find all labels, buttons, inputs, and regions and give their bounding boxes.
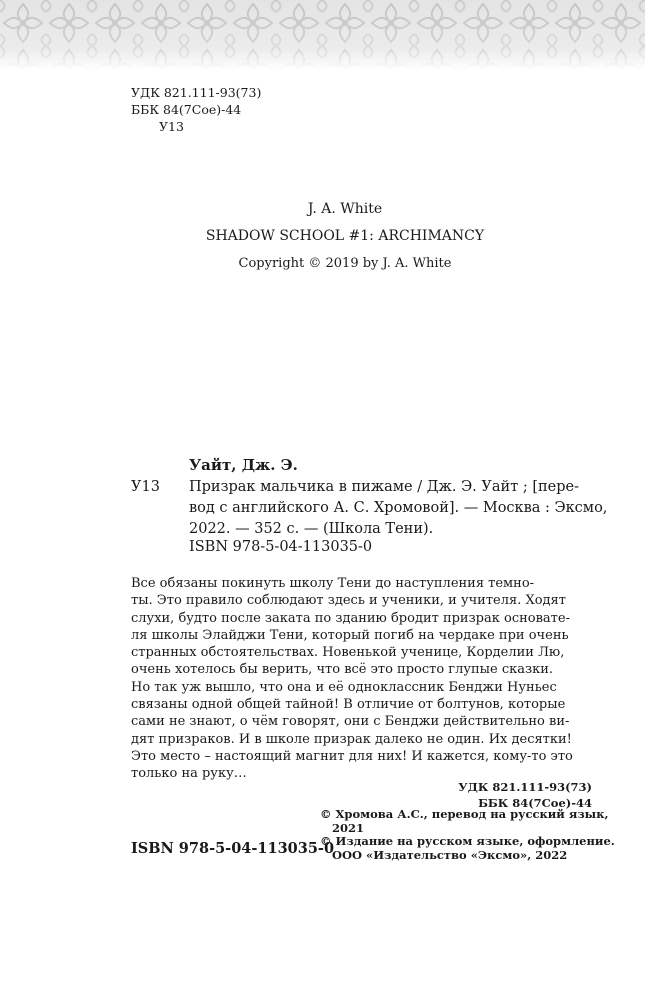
original-title: SHADOW SCHOOL #1: ARCHIMANCY: [205, 228, 485, 244]
copyright-line: ООО «Издательство «Эксмо», 2022: [332, 847, 568, 862]
annotation-line: Это место – настоящий магнит для них! И кажется, кому-то это: [131, 748, 573, 764]
bbk-code: ББК 84(7Сое)-44: [131, 102, 242, 117]
catalog-description-line: Призрак мальчика в пижаме / Дж. Э. Уайт ; [пере-: [189, 479, 579, 495]
annotation-line: слухи, будто после заката по зданию бродит призрак основате-: [131, 610, 570, 626]
annotation-line: очень хотелось бы верить, что всё это просто глупые сказки.: [131, 662, 554, 678]
catalog-description-line: вод с английского А. С. Хромовой]. — Москва : Эксмо,: [189, 500, 608, 516]
original-author: J. A. White: [307, 201, 383, 217]
annotation-line: странных обстоятельствах. Новенькой ученице, Корделии Лю,: [131, 645, 565, 661]
footer-copyright: [320, 807, 615, 862]
annotation-line: Все обязаны покинуть школу Тени до наступления темно-: [131, 576, 535, 591]
udk-code: УДК 821.111-93(73): [131, 85, 262, 100]
catalog-description-line: 2022. — 352 с. — (Школа Тени).: [189, 521, 434, 537]
annotation-line: ля школы Элайджи Тени, который погиб на чердаке при очень: [131, 627, 569, 643]
annotation-line: дят призраков. И в школе призрак далеко не один. Их десятки!: [131, 731, 572, 747]
annotation-bbk: ББК 84(7Сое)-44: [478, 796, 592, 810]
copyright-line: © Издание на русском языке, оформление.: [320, 834, 615, 848]
copyright-line: 2021: [332, 820, 365, 835]
catalog-author-mark: У13: [131, 479, 160, 495]
original-copyright: Copyright © 2019 by J. A. White: [238, 256, 452, 271]
annotation-line: сами не знают, о чём говорят, они с Бенджи действительно ви-: [131, 714, 570, 730]
author-mark: У13: [159, 119, 184, 134]
catalog-isbn: ISBN 978-5-04-113035-0: [189, 539, 373, 555]
copyright-line: © Хромова А.С., перевод на русский язык,: [320, 807, 609, 821]
annotation-line: Но так уж вышло, что она и её одноклассник Бенджи Нуньес: [131, 679, 557, 695]
annotation-line: связаны одной общей тайной! В отличие от болтунов, которые: [131, 697, 566, 713]
annotation-line: ты. Это правило соблюдают здесь и ученики, и учителя. Ходят: [131, 593, 566, 609]
catalog-author-heading: Уайт, Дж. Э.: [189, 456, 298, 474]
catalog-description: [189, 477, 608, 540]
annotation-text: [131, 575, 591, 783]
annotation-udk: УДК 821.111-93(73): [458, 780, 592, 794]
annotation-line: только на руку…: [131, 766, 247, 782]
footer-isbn: ISBN 978-5-04-113035-0: [131, 840, 335, 857]
decorative-ornament-border: [0, 0, 645, 70]
